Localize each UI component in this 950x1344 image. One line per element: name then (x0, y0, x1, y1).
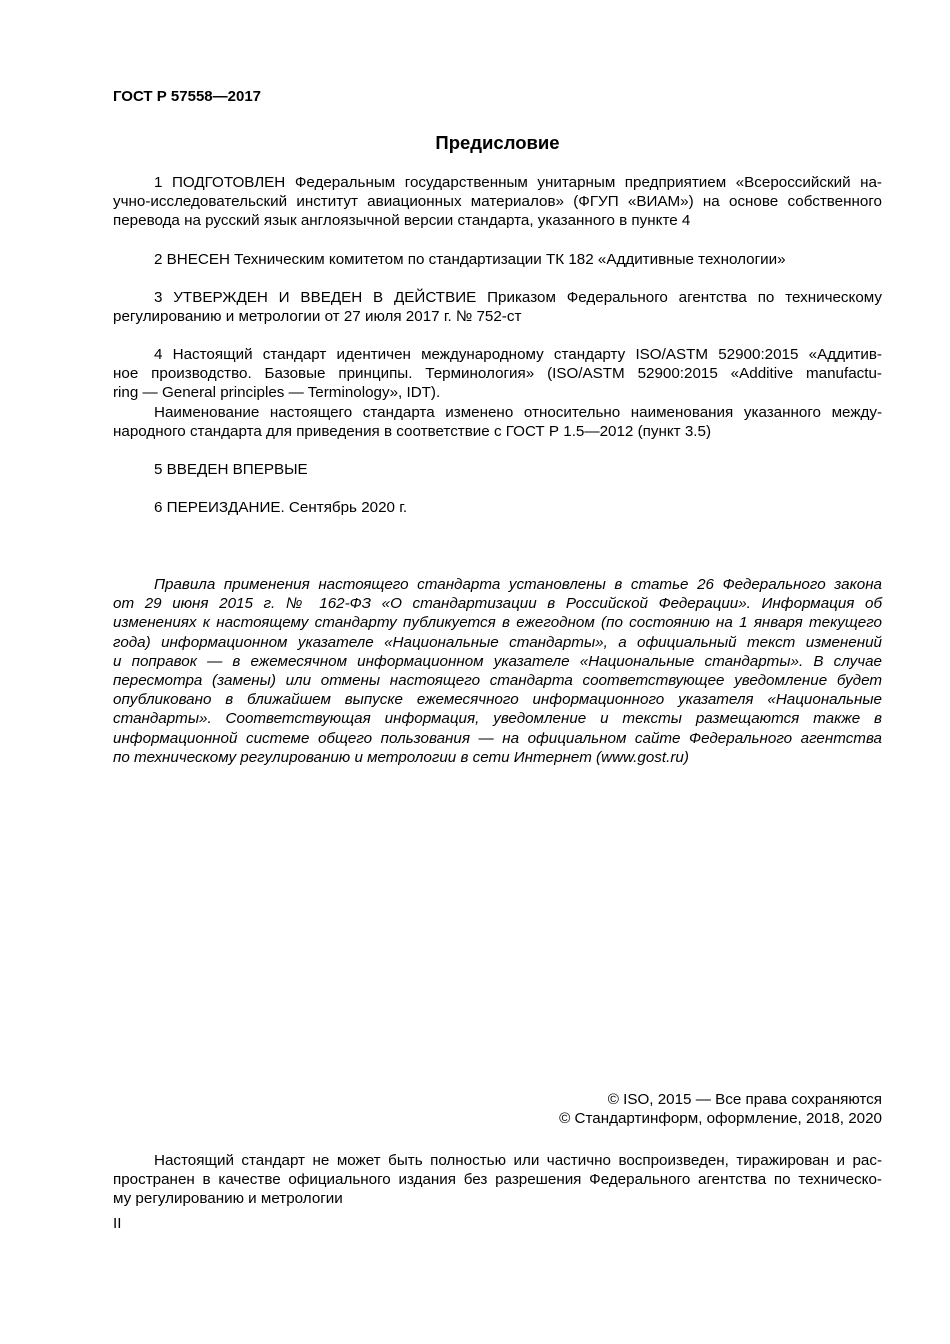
copyright-iso: © ISO, 2015 — Все права сохраняются (607, 1091, 882, 1108)
copyright-standartinform: © Стандартинформ, оформление, 2018, 2020 (559, 1110, 882, 1128)
text-line: 1 ПОДГОТОВЛЕН Федеральным государственным унитарным предприятием «Всероссийский на- (154, 174, 882, 191)
text-line: 5 ВВЕДЕН ВПЕРВЫЕ (154, 461, 308, 478)
text-line: 2 ВНЕСЕН Техническим комитетом по стандартизации ТК 182 «Аддитивные технологии» (154, 251, 786, 268)
text-line: и поправок — в ежемесячном информационном указателе «Национальные стандарты». В случае (113, 652, 882, 670)
page-title: Предисловие (435, 132, 560, 153)
text-line: му регулированию и метрологии (113, 1190, 343, 1208)
text-line: пересмотра (замены) или отмены настоящего стандарта соответствующее уведомление будет (113, 672, 882, 690)
foreword-item-5 (113, 460, 882, 479)
copyright-block (559, 1090, 882, 1128)
foreword-item-3 (113, 288, 882, 326)
foreword-item-2 (113, 250, 882, 269)
foreword-item-4-note (113, 403, 882, 441)
text-line: 3 УТВЕРЖДЕН И ВВЕДЕН В ДЕЙСТВИЕ Приказом Федерального агентства по техническому (154, 289, 882, 306)
reproduction-restriction (113, 1151, 882, 1209)
text-line: учно-исследовательский институт авиационных материалов» (ФГУП «ВИАМ») на основе собственного (113, 193, 882, 211)
page-number: II (113, 1215, 122, 1232)
text-line: 6 ПЕРЕИЗДАНИЕ. Сентябрь 2020 г. (154, 499, 408, 516)
text-line: перевода на русский язык англоязычной версии стандарта, указанного в пункте 4 (113, 212, 691, 230)
text-line: ring — General principles — Terminology», IDT). (113, 384, 441, 402)
text-line: от 29 июня 2015 г. № 162-ФЗ «О стандартизации в Российской Федерации». Информация об (113, 595, 882, 613)
text-line: по техническому регулированию и метрологии в сети Интернет (www.gost.ru) (113, 748, 689, 766)
document-id: ГОСТ Р 57558—2017 (113, 88, 262, 105)
text-line: Наименование настоящего стандарта изменено относительно наименования указанного между- (154, 404, 882, 421)
standard-application-notice (113, 575, 882, 767)
text-line: регулированию и метрологии от 27 июля 2017 г. № 752-ст (113, 308, 522, 326)
text-line: изменениях к настоящему стандарту публикуется в ежегодном (по состоянию на 1 января текущего (113, 614, 882, 632)
text-line: 4 Настоящий стандарт идентичен международному стандарту ISO/ASTM 52900:2015 «Аддитив- (154, 346, 882, 363)
text-line: ное производство. Базовые принципы. Терминология» (ISO/ASTM 52900:2015 «Additive manufactu- (113, 365, 882, 383)
text-line: пространен в качестве официального издания без разрешения Федерального агентства по техническо- (113, 1171, 882, 1189)
foreword-item-6 (113, 498, 882, 517)
text-line: года) информационном указателе «Национальные стандарты», а официальный текст изменений (113, 633, 882, 651)
text-line: народного стандарта для приведения в соответствие с ГОСТ Р 1.5—2012 (пункт 3.5) (113, 423, 711, 441)
text-line: Настоящий стандарт не может быть полностью или частично воспроизведен, тиражирован и рас- (154, 1152, 882, 1169)
text-line: Правила применения настоящего стандарта установлены в статье 26 Федерального закона (154, 576, 882, 593)
text-line: информационной системе общего пользования — на официальном сайте Федерального агентства (113, 729, 882, 747)
foreword-item-4 (113, 345, 882, 403)
text-line: опубликовано в ближайшем выпуске ежемесячного информационного указателя «Национальные (113, 691, 882, 709)
foreword-item-1 (113, 173, 882, 231)
text-line: стандарты». Соответствующая информация, уведомление и тексты размещаются также в (113, 710, 882, 728)
